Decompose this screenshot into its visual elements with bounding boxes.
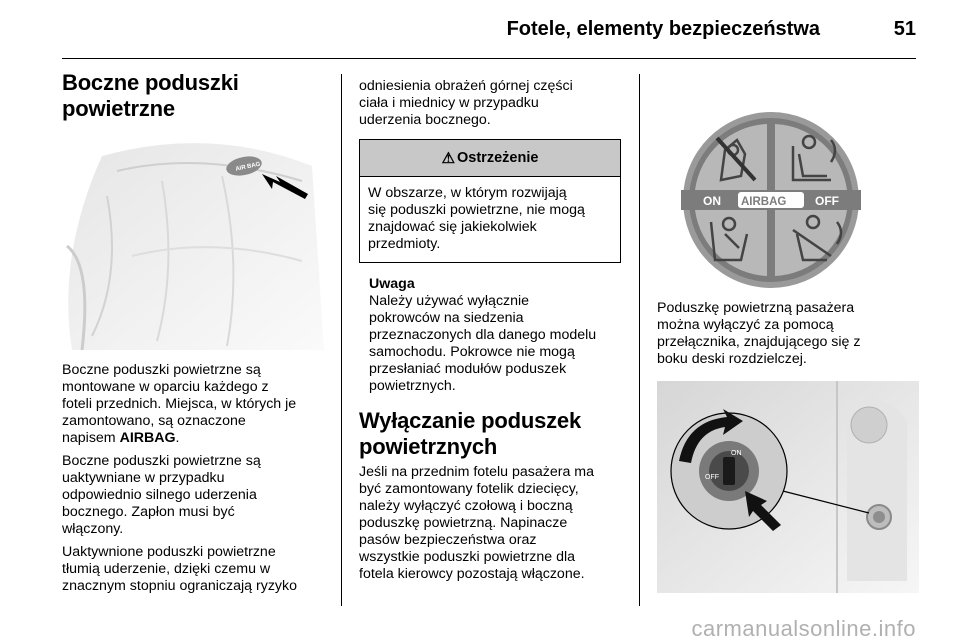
section-heading-side-airbags: Boczne poduszki powietrzne (62, 70, 239, 121)
switch-off-label: OFF (705, 474, 719, 481)
label-off: OFF (815, 194, 839, 208)
column-2-section (359, 408, 627, 583)
watermark: carmanualsonline.info (691, 616, 916, 641)
warning-title: Ostrzeżenie (457, 150, 539, 166)
paragraph-airbag-effect: Uaktywnione poduszki powietrzne tłumią uderzenie, dzięki czemu w znacznym stopniu ograniczają ryzyko (62, 544, 297, 594)
paragraph-switch-location: Poduszkę powietrzną pasażera można wyłączyć za pomocą przełącznika, znajdującego się z boku deski rozdzielczej. (657, 300, 861, 367)
page-header-title: Fotele, elementy bezpieczeństwa (506, 18, 820, 40)
paragraph-continuation: odniesienia obrażeń górnej części ciała i miednicy w przypadku uderzenia bocznego. (359, 78, 573, 128)
paragraph-airbag-location: Boczne poduszki powietrzne są montowane w oparciu każdego z foteli przednich. Miejsca, w których je zamontowano, są oznaczone napisem AIRBAG. (62, 362, 297, 446)
section-heading-deactivation: Wyłączanie poduszek powietrznych (359, 408, 581, 459)
page-number: 51 (893, 18, 916, 40)
switch-on-label: ON (731, 450, 742, 457)
note-block (369, 276, 631, 395)
column-1-text (62, 362, 334, 595)
column-3-text (657, 300, 921, 368)
airbag-off-label-illustration (681, 110, 861, 290)
column-1 (62, 70, 334, 122)
seat-airbag-illustration (62, 136, 324, 350)
note-title: Uwaga (369, 276, 415, 292)
warning-box (359, 139, 621, 263)
column-divider-right (639, 74, 640, 606)
seat-airbag-tag: AIR BAG (234, 161, 262, 173)
airbag-switch-illustration (657, 381, 919, 593)
airbag-marking: AIRBAG (119, 430, 176, 446)
label-on: ON (703, 194, 721, 208)
column-2-intro (359, 78, 627, 129)
warning-triangle-icon: ⚠ (441, 150, 456, 167)
label-airbag: AIRBAG (741, 196, 787, 208)
header-rule (62, 58, 916, 59)
paragraph-airbag-activation: Boczne poduszki powietrzne są uaktywniane w przypadku odpowiednio silnego uderzenia bocznego. Zapłon musi być włączony. (62, 453, 261, 537)
column-divider-left (341, 74, 342, 606)
note-text: Należy używać wyłącznie pokrowców na siedzenia przeznaczonych dla danego modelu samochodu. Pokrowce nie mogą przesłaniać modułów poduszek powietrznych. (369, 293, 597, 394)
warning-text: W obszarze, w którym rozwijają się poduszki powietrzne, nie mogą znajdować się jakiekolwiek przedmioty. (368, 185, 585, 252)
paragraph-deactivation: Jeśli na przednim fotelu pasażera ma być zamontowany fotelik dziecięcy, należy wyłączyć czołową i boczną poduszkę powietrzną. Napinacze pasów bezpieczeństwa oraz wszystkie poduszki powietrzne dla fotela kierowcy pozostają włączone. (359, 464, 595, 582)
warning-header (360, 140, 620, 177)
